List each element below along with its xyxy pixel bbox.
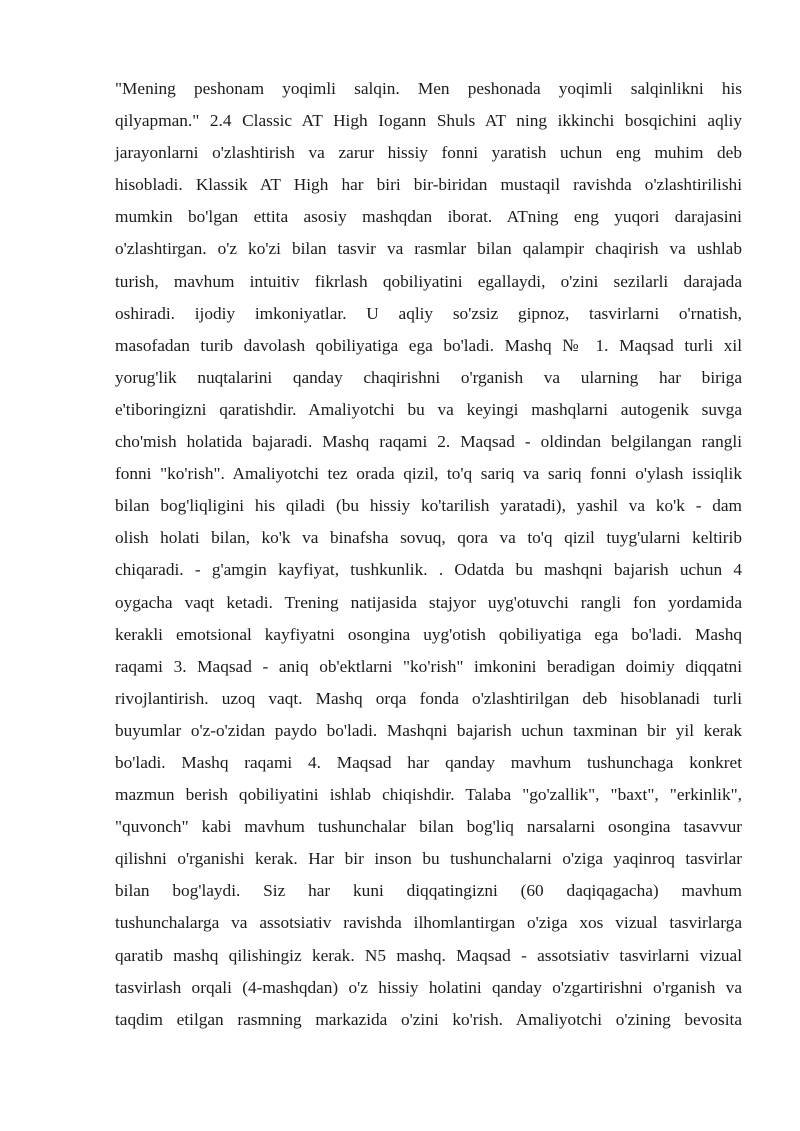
text-line: bo'ladi. Mashq raqami 4. Maqsad har qanday mavhum tushunchaga konkret <box>115 752 742 772</box>
text-line: yorug'lik nuqtalarini qanday chaqirishni o'rganish va ularning har biriga <box>115 367 742 387</box>
text-line: tasvirlash orqali (4-mashqdan) o'z hissiy holatini qanday o'zgartirishni o'rganish va <box>115 977 742 997</box>
text-line: "Mening peshonam yoqimli salqin. Men peshonada yoqimli salqinlikni his <box>115 79 742 98</box>
text-line: oshiradi. ijodiy imkoniyatlar. U aqliy so'zsiz gipnoz, tasvirlarni o'rnatish, <box>115 303 742 323</box>
text-line: qaratib mashq qilishingiz kerak. N5 mashq. Maqsad - assotsiativ tasvirlarni vizual <box>115 945 742 965</box>
text-line: buyumlar o'z-o'zidan paydo bo'ladi. Mashqni bajarish uchun taxminan bir yil kerak <box>115 720 742 740</box>
text-line: "quvonch" kabi mavhum tushunchalar bilan bog'liq narsalarni osongina tasavvur <box>115 817 742 837</box>
text-line: mazmun berish qobiliyatini ishlab chiqishdir. Talaba "go'zallik", "baxt", "erkinlik", <box>115 785 742 805</box>
text-line: fonni "ko'rish". Amaliyotchi tez orada qizil, to'q sariq va sariq fonni o'ylash issiqlik <box>115 464 742 484</box>
body-text <box>115 73 742 1036</box>
text-line: mumkin bo'lgan ettita asosiy mashqdan iborat. ATning eng yuqori darajasini <box>115 207 742 227</box>
text-line: tushunchalarga va assotsiativ ravishda ilhomlantirgan o'ziga xos vizual tasvirlarga <box>115 913 742 933</box>
text-line: kerakli emotsional kayfiyatni osongina uyg'otish qobiliyatiga ega bo'ladi. Mashq <box>115 624 742 644</box>
text-line: turish, mavhum intuitiv fikrlash qobiliyatini egallaydi, o'zini sezilarli darajada <box>115 271 742 291</box>
text-line: masofadan turib davolash qobiliyatiga ega bo'ladi. Mashq № 1. Maqsad turli xil <box>115 335 742 355</box>
text-line: bilan bog'laydi. Siz har kuni diqqatingizni (60 daqiqagacha) mavhum <box>115 881 742 901</box>
text-line: o'zlashtirgan. o'z ko'zi bilan tasvir va rasmlar bilan qalampir chaqirish va ushlab <box>115 239 742 259</box>
text-line: jarayonlarni o'zlashtirish va zarur hissiy fonni yaratish uchun eng muhim deb <box>115 143 742 163</box>
text-line: oygacha vaqt ketadi. Trening natijasida stajyor uyg'otuvchi rangli fon yordamida <box>115 592 742 612</box>
text-line: taqdim etilgan rasmning markazida o'zini ko'rish. Amaliyotchi o'zining bevosita <box>115 1009 742 1029</box>
text-line: cho'mish holatida bajaradi. Mashq raqami 2. Maqsad - oldindan belgilangan rangli <box>115 432 742 452</box>
text-line: chiqaradi. - g'amgin kayfiyat, tushkunlik. . Odatda bu mashqni bajarish uchun 4 <box>115 560 742 580</box>
text-line: bilan bog'liqligini his qiladi (bu hissiy ko'tarilish yaratadi), yashil va ko'k - dam <box>115 496 742 516</box>
text-line: qilyapman." 2.4 Classic AT High Iogann Shuls AT ning ikkinchi bosqichini aqliy <box>115 111 742 131</box>
text-line: qilishni o'rganishi kerak. Har bir inson bu tushunchalarni o'ziga yaqinroq tasvirlar <box>115 849 742 869</box>
text-line: raqami 3. Maqsad - aniq ob'ektlarni "ko'rish" imkonini beradigan doimiy diqqatni <box>115 656 742 676</box>
text-line: rivojlantirish. uzoq vaqt. Mashq orqa fonda o'zlashtirilgan deb hisoblanadi turli <box>115 688 742 708</box>
text-line: olish holati bilan, ko'k va binafsha sovuq, qora va to'q qizil tuyg'ularni keltirib <box>115 528 742 548</box>
text-line: hisobladi. Klassik AT High har biri bir-biridan mustaqil ravishda o'zlashtirilishi <box>115 175 742 195</box>
text-line: e'tiboringizni qaratishdir. Amaliyotchi bu va keyingi mashqlarni autogenik suvga <box>115 399 742 419</box>
